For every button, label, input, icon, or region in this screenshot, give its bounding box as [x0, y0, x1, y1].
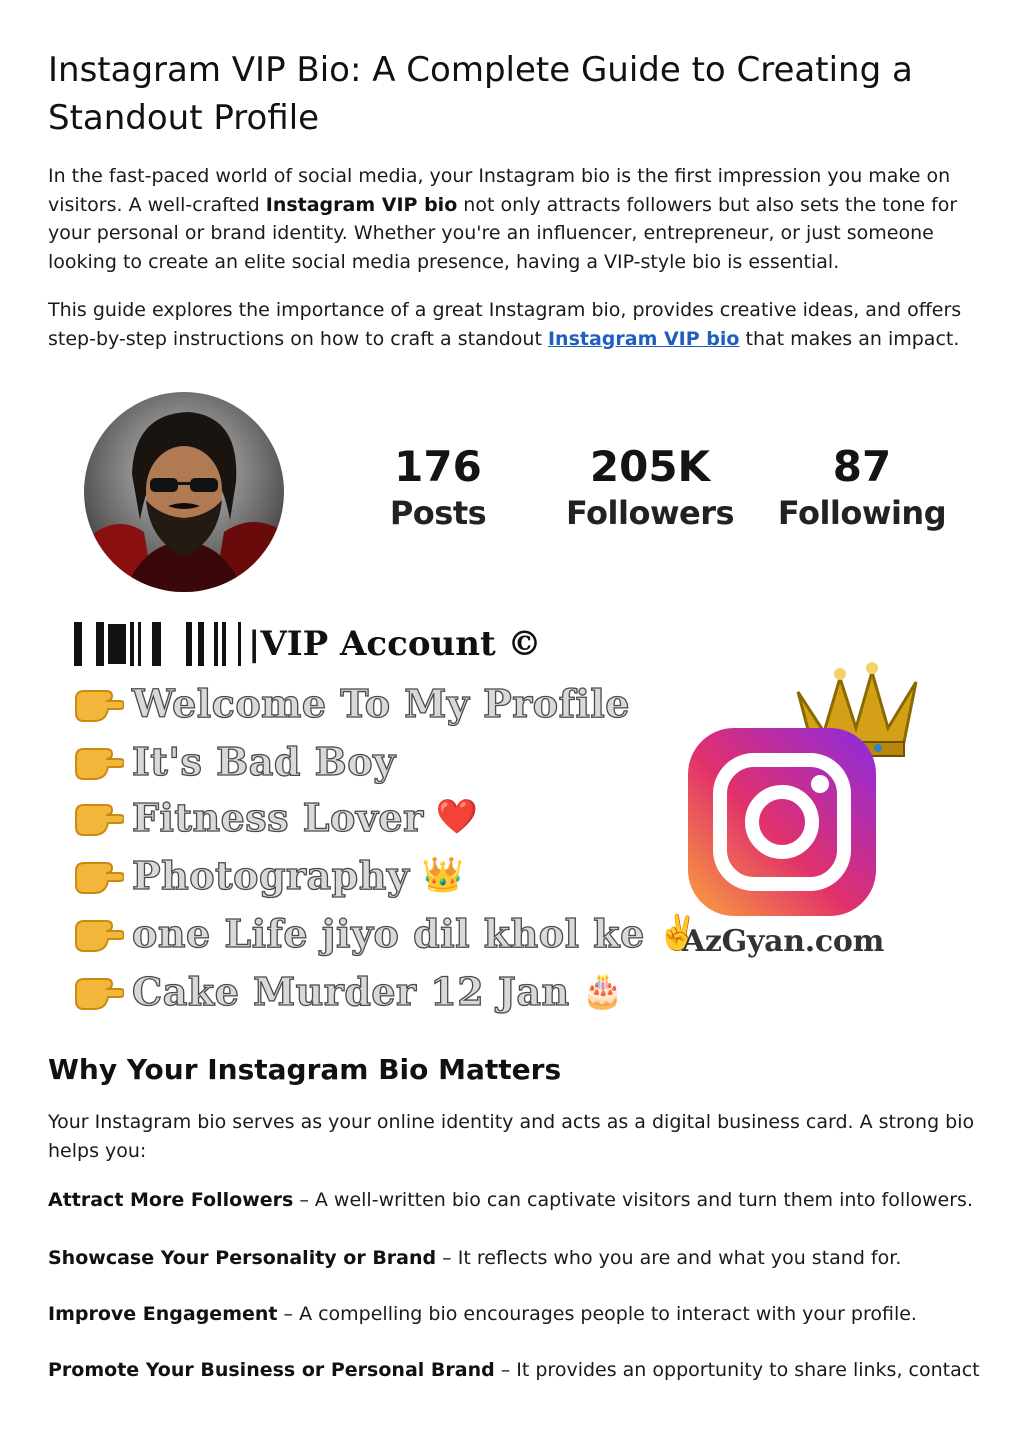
intro-bold-term: Instagram VIP bio	[265, 193, 458, 216]
pointing-hand-icon	[72, 795, 124, 839]
profile-example-image	[48, 372, 948, 1030]
pointing-hand-icon	[72, 739, 124, 783]
intro-text: In the fast-paced world of social media, your Instagram bio is the first impression you make on visitors. A well-crafted	[48, 165, 951, 216]
intro-paragraph-1	[48, 162, 988, 276]
bio-line-text: one Life jiyo dil khol ke	[132, 910, 645, 956]
page-title: Instagram VIP Bio: A Complete Guide to Creating a Standout Profile	[48, 50, 913, 138]
benefit-title: Improve Engagement	[48, 1303, 278, 1325]
intro-text: not only attracts followers but also sets the tone for your personal or brand identity. Whether you're an influencer, entrepreneur, or just someone looking to create an elite social media presence, having a VIP-style bio is essential.	[48, 193, 958, 273]
following-count: 87	[832, 442, 892, 491]
bio-line	[72, 734, 396, 788]
benefit-text: – A compelling bio encourages people to interact with your profile.	[277, 1303, 917, 1325]
benefit-item	[48, 1244, 988, 1272]
pointing-hand-icon	[72, 911, 124, 955]
bio-line	[72, 906, 699, 960]
bio-line-text: It's Bad Boy	[132, 738, 396, 784]
benefit-title: Attract More Followers	[48, 1189, 294, 1211]
bio-line-text: Welcome To My Profile	[132, 680, 630, 726]
posts-label: Posts	[389, 494, 487, 532]
barcode-icon	[72, 620, 252, 668]
benefit-text: – A well-written bio can captivate visitors and turn them into followers.	[293, 1189, 973, 1211]
benefit-text: – It reflects who you are and what you stand for.	[436, 1247, 902, 1269]
watermark-text: AzGyan.com	[681, 924, 885, 959]
benefit-title: Showcase Your Personality or Brand	[48, 1247, 437, 1269]
heart-icon: ❤️	[435, 797, 478, 837]
following-label: Following	[777, 494, 947, 532]
benefit-item	[48, 1300, 988, 1328]
bio-line-text: Photography	[132, 852, 410, 898]
stat-posts	[338, 442, 538, 534]
bio-line	[72, 790, 478, 844]
victory-hand-icon: ✌️	[656, 913, 700, 953]
vip-account-line: |VIP Account ©	[248, 624, 542, 664]
bio-line-text: Cake Murder 12 Jan	[132, 968, 570, 1014]
benefit-title: Promote Your Business or Personal Brand	[48, 1359, 495, 1381]
benefit-item	[48, 1356, 988, 1384]
bio-line	[72, 848, 464, 902]
pointing-hand-icon	[72, 853, 124, 897]
crown-emoji-icon: 👑	[421, 855, 464, 895]
birthday-cake-icon: 🎂	[581, 971, 624, 1011]
pointing-hand-icon	[72, 681, 124, 725]
stat-following	[762, 442, 948, 534]
bio-line	[72, 964, 624, 1018]
pointing-hand-icon	[72, 969, 124, 1013]
instagram-logo-icon	[682, 722, 882, 922]
benefit-item	[48, 1186, 988, 1214]
avatar-portrait	[84, 392, 284, 592]
instagram-vip-bio-link[interactable]: Instagram VIP bio	[547, 327, 740, 350]
followers-label: Followers	[565, 494, 735, 532]
section-heading: Why Your Instagram Bio Matters	[48, 1053, 562, 1086]
intro-text: This guide explores the importance of a great Instagram bio, provides creative ideas, and offers step-by-step instructions on how to craft a standout	[48, 299, 962, 350]
intro-paragraph-2	[48, 296, 988, 353]
stat-followers	[550, 442, 750, 534]
section-lead: Your Instagram bio serves as your online identity and acts as a digital business card. A strong bio helps you:	[48, 1111, 975, 1162]
followers-count: 205K	[589, 442, 711, 491]
intro-text: that makes an impact.	[739, 327, 960, 350]
bio-line-text: Fitness Lover	[132, 794, 424, 840]
profile-avatar	[84, 392, 284, 592]
posts-count: 176	[394, 442, 482, 491]
benefit-text: – It provides an opportunity to share links, contact	[494, 1359, 980, 1381]
bio-line	[72, 676, 630, 730]
